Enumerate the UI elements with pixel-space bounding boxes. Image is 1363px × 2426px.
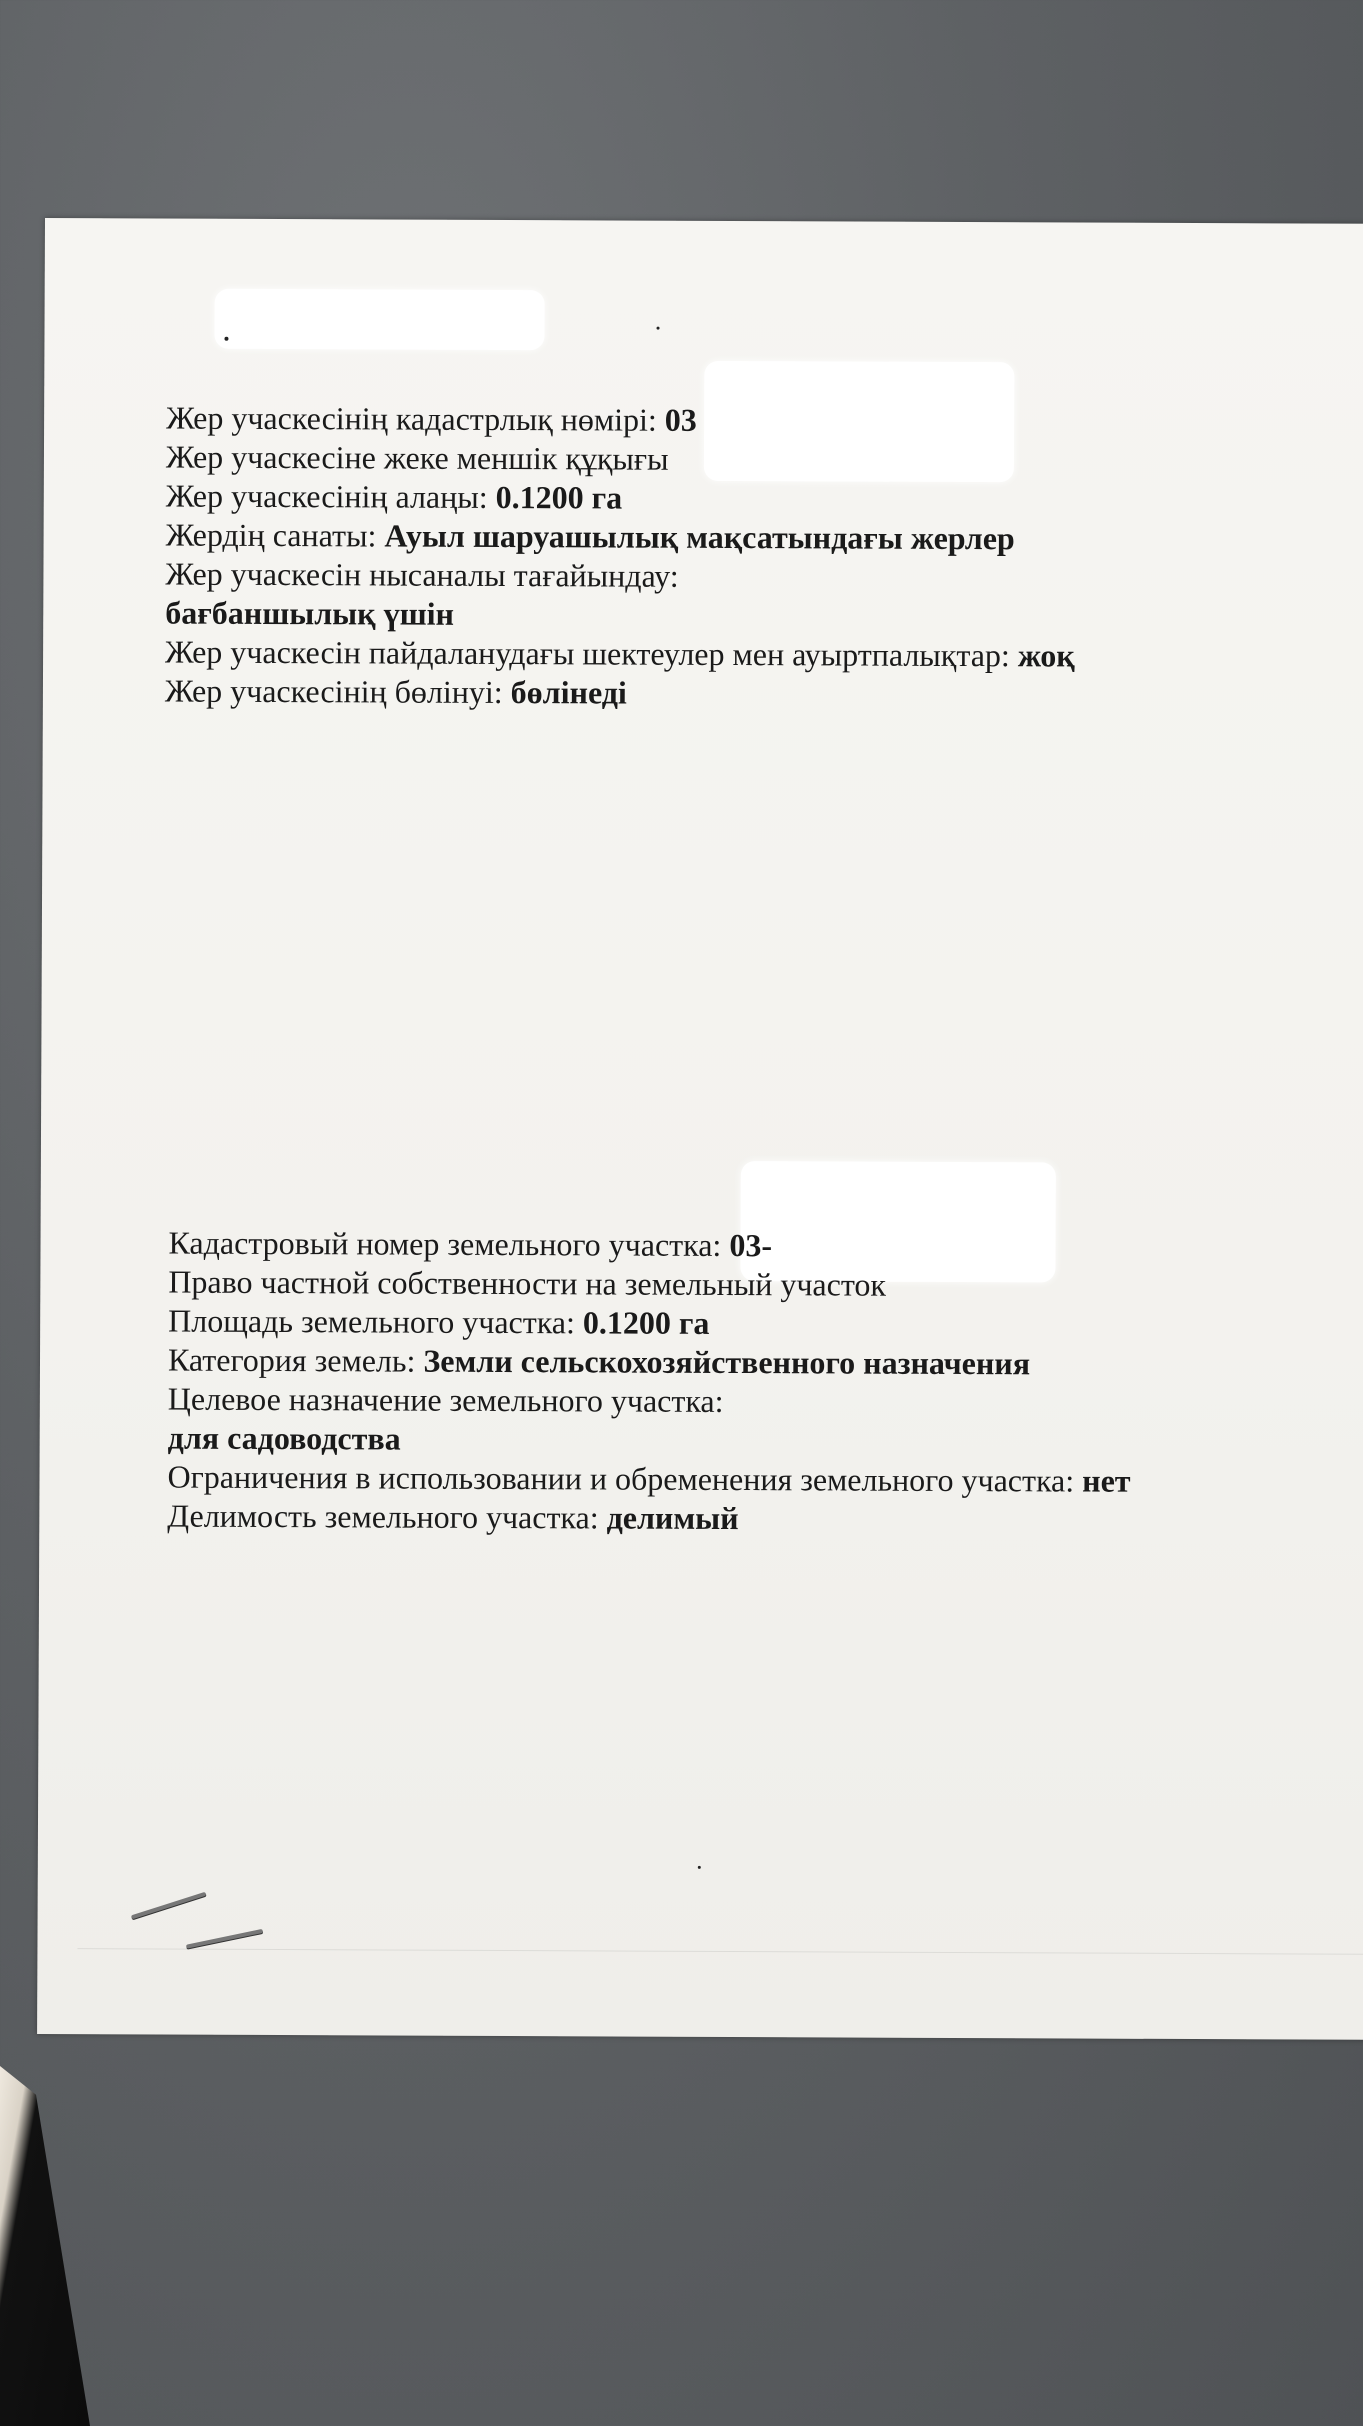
- line-value: 0.1200 га: [582, 1304, 710, 1341]
- russian-line: [168, 1263, 1131, 1306]
- line-value: для садоводства: [167, 1419, 401, 1457]
- line-label: Жердің санаты:: [165, 516, 385, 554]
- kazakh-line: [166, 438, 1076, 481]
- line-value: делимый: [606, 1499, 739, 1537]
- russian-line: [167, 1458, 1130, 1501]
- document-paper: [37, 218, 1363, 2040]
- line-value: 03-: [729, 1226, 773, 1264]
- kazakh-section: [165, 399, 1076, 715]
- paper-speck: [224, 337, 228, 341]
- paper-speck: [657, 327, 660, 330]
- staple-mark: [186, 1929, 263, 1949]
- russian-line: [168, 1380, 1131, 1423]
- line-label: Жер учаскесін пайдаланудағы шектеулер мен ауыртпалықтар:: [165, 633, 1018, 674]
- kazakh-line: [165, 594, 1075, 637]
- kazakh-line: [165, 672, 1075, 715]
- kazakh-line: [165, 633, 1075, 676]
- redaction-top-left: [214, 289, 544, 350]
- line-value: Ауыл шаруашылық мақсатындағы жерлер: [384, 517, 1015, 557]
- kazakh-line: [166, 516, 1076, 559]
- russian-line: [168, 1224, 1131, 1267]
- line-label: Ограничения в использовании и обременения земельного участка:: [167, 1458, 1083, 1499]
- line-value: бөлінеді: [510, 674, 627, 711]
- line-label: Категория земель:: [167, 1341, 424, 1379]
- line-label: Право частной собственности на земельный участок: [168, 1263, 887, 1303]
- line-label: Жер учаскесінің бөлінуі:: [164, 672, 511, 711]
- line-label: Жер учаскесінің алаңы:: [165, 477, 496, 515]
- paper-fold-line: [77, 1948, 1363, 1955]
- line-value: нет: [1082, 1462, 1131, 1499]
- line-value: бағбаншылық үшін: [165, 594, 455, 632]
- line-label: Жер учаскесіне жеке меншік құқығы: [165, 438, 669, 477]
- kazakh-line: [166, 399, 1076, 442]
- line-value: 03: [664, 401, 697, 438]
- kazakh-line: [165, 555, 1075, 598]
- russian-line: [168, 1341, 1131, 1384]
- line-value: жоқ: [1017, 637, 1075, 674]
- paper-speck: [698, 1866, 701, 1869]
- line-label: Жер учаскесін нысаналы тағайындау:: [165, 555, 679, 594]
- line-label: Делимость земельного участка:: [167, 1497, 607, 1536]
- line-value: 0.1200 га: [495, 478, 623, 516]
- staple-mark: [131, 1892, 207, 1920]
- russian-line: [168, 1419, 1131, 1462]
- background-corner: [0, 2066, 90, 2426]
- line-label: Целевое назначение земельного участка:: [167, 1380, 724, 1419]
- line-value: Земли сельскохозяйственного назначения: [423, 1342, 1031, 1382]
- kazakh-line: [166, 477, 1076, 520]
- russian-line: [168, 1302, 1131, 1345]
- line-label: Кадастровый номер земельного участка:: [168, 1224, 730, 1263]
- line-label: Жер учаскесінің кадастрлық нөмірі:: [166, 399, 665, 438]
- russian-section: [167, 1224, 1131, 1540]
- russian-line: [167, 1497, 1130, 1540]
- line-label: Площадь земельного участка:: [168, 1302, 584, 1341]
